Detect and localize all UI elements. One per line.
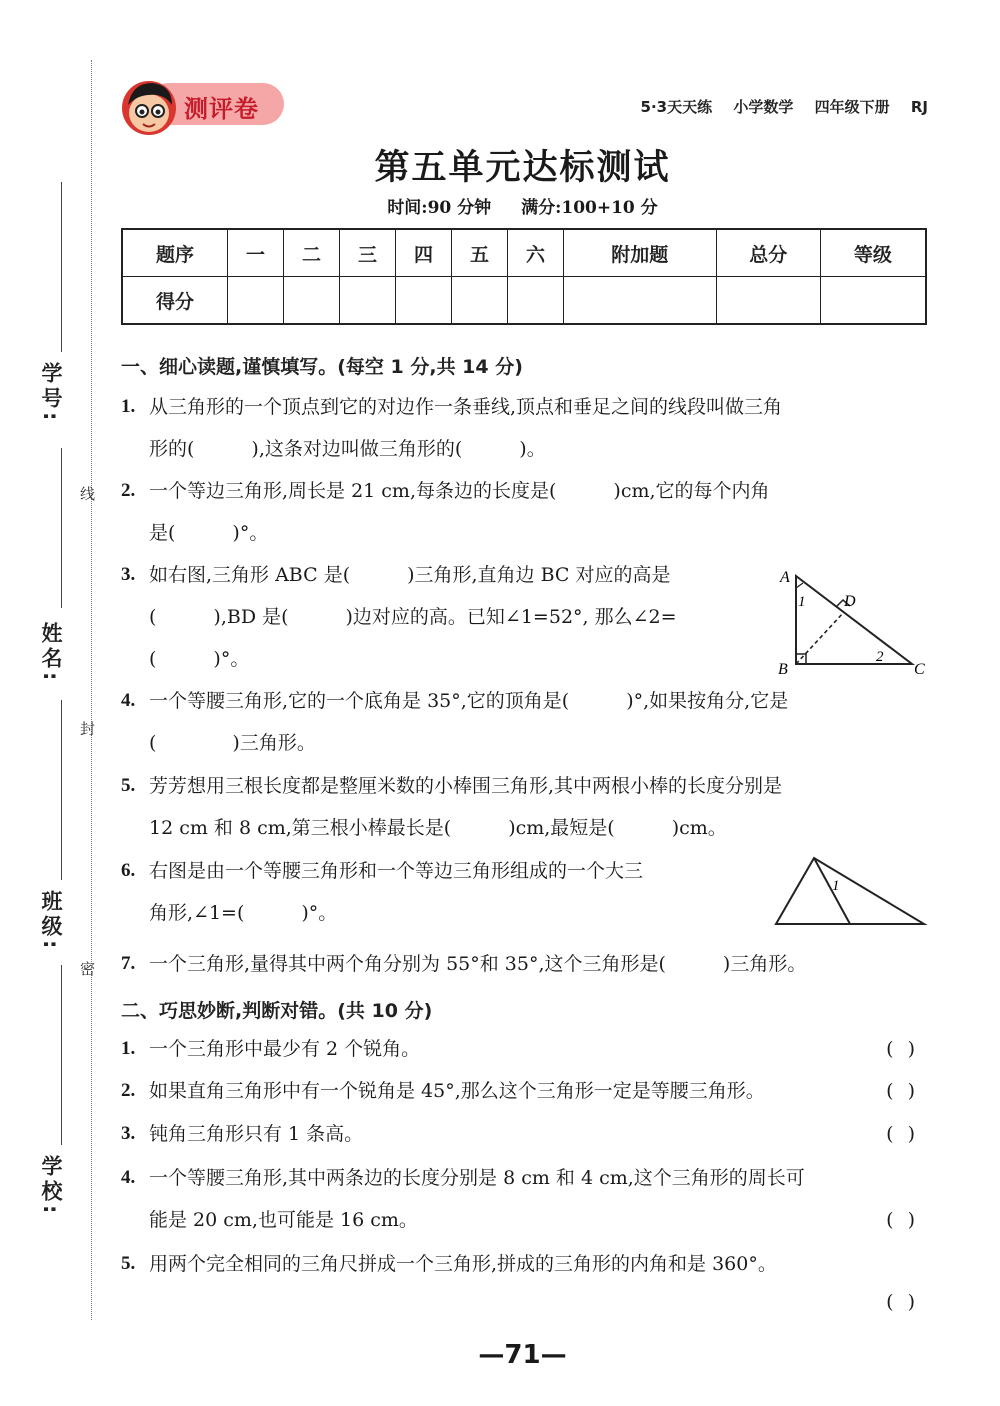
question-number: 3. [121, 1123, 136, 1144]
score-input-cell[interactable] [340, 277, 396, 325]
score-table-cell: 一 [228, 229, 284, 277]
question-line: 是( )°。 [149, 522, 269, 544]
vertex-a-label: A [780, 569, 790, 586]
question-line: 芳芳想用三根长度都是整厘米数的小棒围三角形,其中两根小棒的长度分别是 [149, 775, 783, 797]
s2-question-2 [121, 1070, 929, 1112]
question-number: 6. [121, 860, 136, 881]
score-label-cell: 得分 [122, 277, 228, 325]
question-number: 1. [121, 1038, 136, 1059]
question-line: 一个等边三角形,周长是 21 cm,每条边的长度是( )cm,它的每个内角 [149, 480, 770, 502]
score-table-cell: 附加题 [563, 229, 716, 277]
question-number: 3. [121, 564, 136, 585]
s1-question-6 [121, 850, 771, 934]
question-line: 一个三角形,量得其中两个角分别为 55°和 35°,这个三角形是( )三角形。 [149, 953, 807, 975]
section2-title: 二、巧思妙断,判断对错。(共 10 分) [121, 1000, 433, 1022]
exam-time: 时间:90 分钟 [387, 198, 492, 218]
grade-name: 四年级下册 [814, 98, 890, 116]
page-title: 第五单元达标测试 [374, 147, 671, 188]
score-table [121, 228, 927, 325]
seal-char-seal: 封 [80, 720, 96, 738]
s1-question-1 [121, 386, 929, 470]
question-number: 4. [121, 1167, 136, 1188]
angle-1-label: 1 [798, 594, 806, 610]
seal-char-secret: 密 [80, 960, 96, 978]
section1-title: 一、细心读题,谨慎填写。(每空 1 分,共 14 分) [121, 356, 523, 378]
s1-question-7 [121, 943, 929, 985]
right-triangle-figure [770, 560, 940, 680]
s1-question-3 [121, 554, 771, 680]
series-name: 5·3天天练 [640, 98, 713, 116]
score-input-cell[interactable] [507, 277, 563, 325]
exam-full-score: 满分:100+10 分 [521, 198, 658, 218]
name-label: 姓名: [39, 622, 63, 685]
vertex-d-label: D [844, 593, 856, 610]
score-input-cell[interactable] [396, 277, 452, 325]
score-input-cell[interactable] [228, 277, 284, 325]
question-line: 一个三角形中最少有 2 个锐角。 [149, 1038, 421, 1060]
angle-2-label: 2 [876, 649, 884, 665]
question-line: 右图是由一个等腰三角形和一个等边三角形组成的一个大三 [149, 860, 644, 882]
mascot-face-icon [118, 75, 180, 137]
subject-name: 小学数学 [733, 98, 794, 116]
school-label: 学校: [39, 1155, 63, 1218]
seal-char-line: 线 [80, 485, 96, 503]
school-line [61, 965, 62, 1145]
badge-label: 测评卷 [184, 95, 259, 123]
s2-question-3 [121, 1113, 929, 1155]
question-number: 2. [121, 480, 136, 501]
question-line: 如果直角三角形中有一个锐角是 45°,那么这个三角形一定是等腰三角形。 [149, 1080, 765, 1102]
score-table-cell: 六 [507, 229, 563, 277]
test-badge [118, 75, 286, 133]
question-line: ( )°。 [149, 648, 250, 670]
class-label: 班级: [39, 890, 63, 953]
s1-question-4 [121, 680, 929, 764]
student-no-label: 学号: [39, 362, 63, 425]
question-line: ( ),BD 是( )边对应的高。已知∠1=52°, 那么∠2= [149, 606, 677, 628]
s1-question-5 [121, 765, 929, 849]
score-table-score-row [122, 277, 926, 325]
answer-paren[interactable]: () [886, 1123, 929, 1145]
vertex-b-label: B [778, 661, 788, 678]
answer-paren[interactable]: () [886, 1080, 929, 1102]
question-number: 1. [121, 396, 136, 417]
page-number: —71— [478, 1340, 567, 1370]
fig6-angle-1-label: 1 [832, 878, 840, 894]
question-number: 5. [121, 1253, 136, 1274]
question-line: 一个等腰三角形,它的一个底角是 35°,它的顶角是( )°,如果按角分,它是 [149, 690, 789, 712]
score-input-cell[interactable] [452, 277, 508, 325]
question-line: 从三角形的一个顶点到它的对边作一条垂线,顶点和垂足之间的线段叫做三角 [149, 396, 783, 418]
question-number: 2. [121, 1080, 136, 1101]
question-number: 4. [121, 690, 136, 711]
score-input-cell[interactable] [563, 277, 716, 325]
question-line: 形的( ),这条对边叫做三角形的( )。 [149, 438, 546, 460]
answer-paren[interactable]: () [886, 1209, 929, 1231]
s1-question-2 [121, 470, 929, 554]
question-line: 角形,∠1=( )°。 [149, 902, 338, 924]
question-line: ( )三角形。 [149, 732, 316, 754]
s2-question-1 [121, 1028, 929, 1070]
question-number: 7. [121, 953, 136, 974]
score-table-cell: 四 [396, 229, 452, 277]
answer-paren[interactable]: () [886, 1291, 929, 1313]
composite-triangle-figure [772, 852, 932, 932]
answer-paren[interactable]: () [886, 1038, 929, 1060]
edition-code: RJ [910, 98, 928, 116]
score-table-cell: 五 [452, 229, 508, 277]
question-line: 12 cm 和 8 cm,第三根小棒最长是( )cm,最短是( )cm。 [149, 817, 727, 839]
s2-question-5 [121, 1243, 929, 1313]
score-table-cell: 题序 [122, 229, 228, 277]
score-table-cell: 等级 [820, 229, 926, 277]
score-table-cell: 三 [340, 229, 396, 277]
score-table-header-row [122, 229, 926, 277]
s2-question-4 [121, 1157, 929, 1241]
question-line: 钝角三角形只有 1 条高。 [149, 1123, 364, 1145]
class-line [61, 700, 62, 880]
question-line: 一个等腰三角形,其中两条边的长度分别是 8 cm 和 4 cm,这个三角形的周长可 [149, 1167, 805, 1189]
question-line: 用两个完全相同的三角尺拼成一个三角形,拼成的三角形的内角和是 360°。 [149, 1253, 777, 1275]
book-info [625, 96, 928, 117]
score-table-cell: 二 [284, 229, 340, 277]
binding-dotted-line [91, 60, 92, 1320]
name-line-top [61, 448, 62, 608]
score-input-cell[interactable] [820, 277, 926, 325]
question-line: 能是 20 cm,也可能是 16 cm。 [149, 1209, 418, 1231]
score-input-cell[interactable] [284, 277, 340, 325]
question-line: 如右图,三角形 ABC 是( )三角形,直角边 BC 对应的高是 [149, 564, 671, 586]
score-table-cell: 总分 [716, 229, 820, 277]
score-input-cell[interactable] [716, 277, 820, 325]
question-number: 5. [121, 775, 136, 796]
exam-info [0, 193, 1000, 218]
vertex-c-label: C [914, 661, 925, 678]
